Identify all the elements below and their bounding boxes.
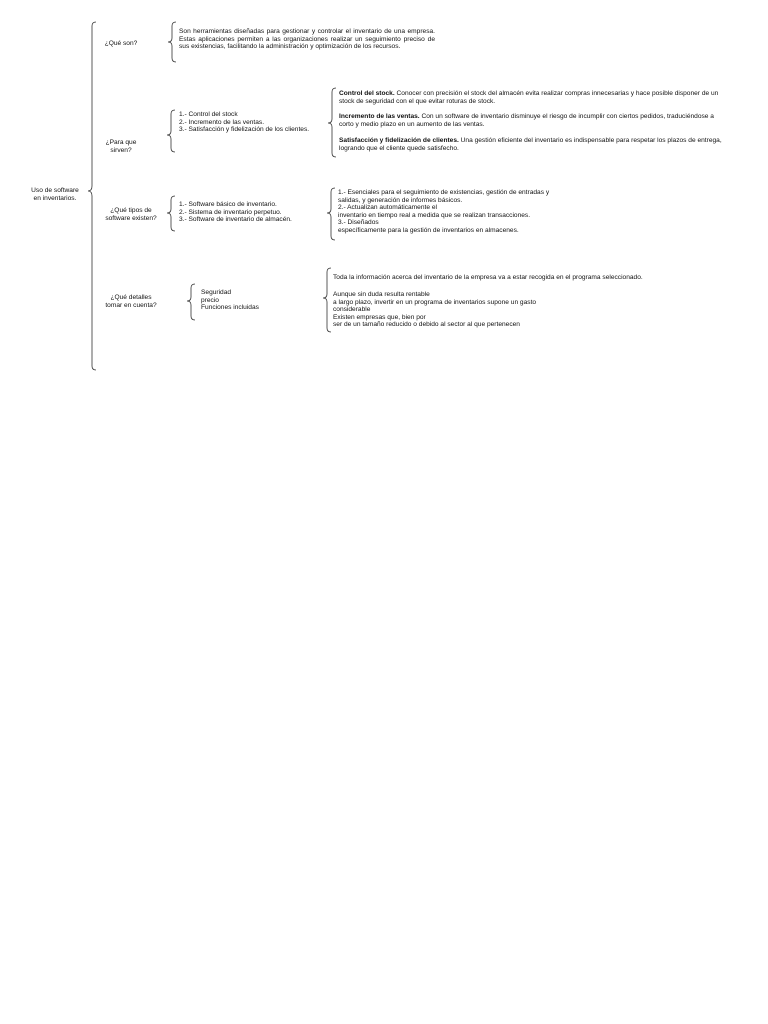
detalles-list: Seguridad precio Funciones incluidas [201, 289, 259, 312]
bracket-que-son [168, 22, 176, 62]
question-tipos: ¿Qué tipos de software existen? [105, 207, 157, 222]
para-que-list: 1.- Control del stock 2.- Incremento de las ventas. 3.- Satisfacción y fidelización de los clientes. [179, 111, 310, 134]
detail-title: Incremento de las ventas. [339, 113, 420, 120]
question-detalles: ¿Qué detalles tomar en cuenta? [105, 294, 157, 309]
para-que-detail-3 [339, 137, 729, 152]
detail-text: Con un software de inventario disminuye el riesgo de incumplir con ciertos pedidos, traduciéndose a corto y medio plazo en un aumento de las ventas. [339, 113, 714, 128]
bracket-detalles [187, 284, 195, 320]
bracket-para-que [167, 110, 175, 152]
bracket-main [88, 22, 96, 370]
detail-title: Control del stock. [339, 90, 395, 97]
question-para-que: ¿Para que sirven? [105, 139, 137, 154]
tipos-details: 1.- Esenciales para el seguimiento de existencias, gestión de entradas y salidas, y generación de informes básicos. 2.- Actualizan automáticamente el inventario en tiempo real a medida que se realizan transacciones. 3.- Diseñados específicamente para la gestión de inventarios en almacenes. [338, 189, 550, 234]
detail-text: Conocer con precisión el stock del almacén evita realizar compras innecesarias y hace posible disponer de un stock de seguridad con el que evitar roturas de stock. [339, 90, 719, 105]
question-que-son: ¿Qué son? [104, 40, 138, 47]
detail-title: Satisfacción y fidelización de clientes. [339, 137, 459, 144]
detail-text: Una gestión eficiente del inventario es indispensable para respetar los plazos de entrega, logrando que el cliente quede satisfecho. [339, 137, 722, 152]
tipos-list: 1.- Software básico de inventario. 2.- Sistema de inventario perpetuo. 3.- Software de inventario de almacén. [179, 201, 292, 224]
root-label: Uso de software en inventarios. [31, 187, 79, 202]
que-son-text: Son herramientas diseñadas para gestionar y controlar el inventario de una empresa. Estas aplicaciones permiten a las organizaciones realizar un seguimiento preciso de sus existencias, facilitando la administración y optimización de los recursos. [179, 28, 435, 51]
para-que-detail-1 [339, 90, 729, 105]
bracket-para-que-details [328, 88, 336, 157]
bracket-detalles-details [323, 268, 331, 332]
bracket-tipos [167, 196, 175, 231]
para-que-detail-2 [339, 113, 729, 128]
detalles-paragraph: Toda la información acerca del inventario de la empresa va a estar recogida en el programa seleccionado. [333, 274, 643, 281]
detalles-lines: Aunque sin duda resulta rentable a largo plazo, invertir en un programa de inventarios supone un gasto considerable Existen empresas que, bien por ser de un tamaño reducido o debido al sector al que pertenecen [333, 291, 537, 329]
